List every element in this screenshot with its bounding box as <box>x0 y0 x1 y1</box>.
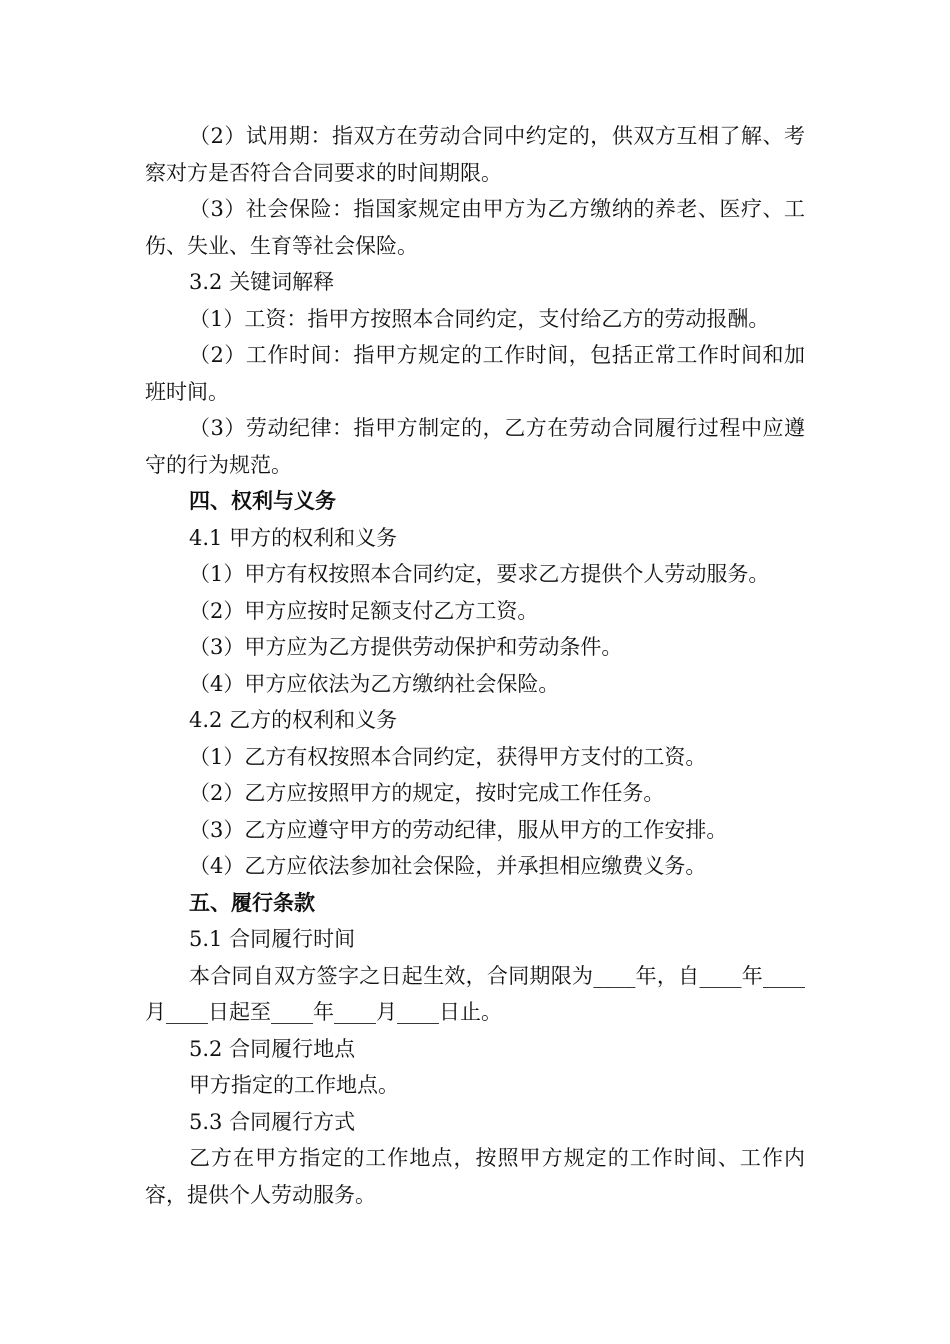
subheading-5-1: 5.1 合同履行时间 <box>189 927 356 951</box>
document-body <box>145 118 805 1213</box>
list-item-party-b-1: （1）乙方有权按照本合同约定，获得甲方支付的工资。 <box>189 744 707 769</box>
list-item-party-a-2: （2）甲方应按时足额支付乙方工资。 <box>189 598 539 623</box>
subheading-5-2: 5.2 合同履行地点 <box>189 1036 356 1061</box>
list-item-party-b-4: （4）乙方应依法参加社会保险，并承担相应缴费义务。 <box>189 854 707 878</box>
section-heading-rights-obligations: 四、权利与义务 <box>189 489 336 513</box>
list-item-party-a-4: （4）甲方应依法为乙方缴纳社会保险。 <box>189 671 560 696</box>
paragraph-labor-discipline-definition: （3）劳动纪律：指甲方制定的，乙方在劳动合同履行过程中应遵守的行为规范。 <box>145 416 805 477</box>
subheading-5-3: 5.3 合同履行方式 <box>189 1109 356 1134</box>
list-item-party-a-3: （3）甲方应为乙方提供劳动保护和劳动条件。 <box>189 635 623 659</box>
paragraph-wage-definition: （1）工资：指甲方按照本合同约定，支付给乙方的劳动报酬。 <box>189 306 770 331</box>
subheading-3-2: 3.2 关键词解释 <box>189 270 335 294</box>
paragraph-working-time-definition: （2）工作时间：指甲方规定的工作时间，包括正常工作时间和加班时间。 <box>145 343 805 404</box>
paragraph-performance-method: 乙方在甲方指定的工作地点，按照甲方规定的工作时间、工作内容，提供个人劳动服务。 <box>145 1146 805 1207</box>
section-heading-performance-terms: 五、履行条款 <box>189 890 315 915</box>
list-item-party-a-1: （1）甲方有权按照本合同约定，要求乙方提供个人劳动服务。 <box>189 562 770 586</box>
paragraph-work-location: 甲方指定的工作地点。 <box>189 1073 399 1097</box>
paragraph-social-insurance-definition: （3）社会保险：指国家规定由甲方为乙方缴纳的养老、医疗、工伤、失业、生育等社会保险。 <box>145 197 805 258</box>
subheading-4-2: 4.2 乙方的权利和义务 <box>189 708 398 732</box>
list-item-party-b-3: （3）乙方应遵守甲方的劳动纪律，服从甲方的工作安排。 <box>189 817 728 842</box>
paragraph-probation-definition: （2）试用期：指双方在劳动合同中约定的，供双方互相了解、考察对方是否符合合同要求的时间期限。 <box>145 124 805 185</box>
list-item-party-b-2: （2）乙方应按照甲方的规定，按时完成工作任务。 <box>189 781 665 805</box>
subheading-4-1: 4.1 甲方的权利和义务 <box>189 525 398 550</box>
paragraph-contract-term: 本合同自双方签字之日起生效，合同期限为____年，自____年____月____日起至____年____月____日止。 <box>145 963 805 1024</box>
